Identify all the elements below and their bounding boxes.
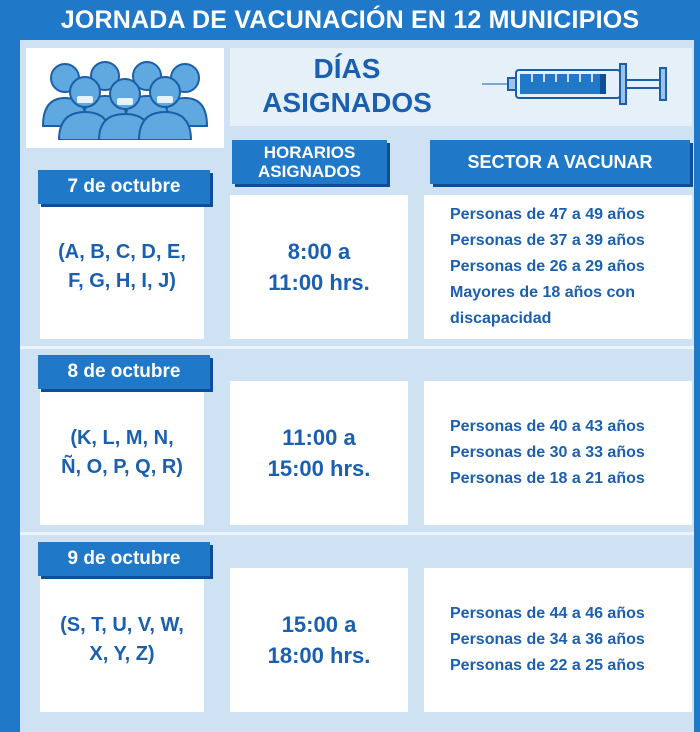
sector-line: discapacidad — [450, 310, 552, 327]
hours-line: 15:00 a — [281, 612, 357, 637]
sector-line: Personas de 47 a 49 años — [450, 206, 645, 223]
sector-line: Personas de 40 a 43 años — [450, 418, 645, 435]
syringe-icon — [480, 54, 680, 114]
header-horarios-line-2: ASIGNADOS — [258, 162, 361, 181]
letters-box-1 — [40, 195, 204, 339]
hours-line: 11:00 a — [282, 425, 356, 450]
hours-line: 11:00 hrs. — [268, 270, 370, 295]
letters-line: (S, T, U, V, W, — [60, 614, 184, 636]
hours-box-3 — [230, 568, 408, 712]
sector-line: Personas de 26 a 29 años — [450, 258, 645, 275]
hours-line: 18:00 hrs. — [267, 643, 371, 668]
header-sector: SECTOR A VACUNAR — [430, 140, 690, 184]
sector-line: Mayores de 18 años con — [450, 284, 635, 301]
letters-box-2 — [40, 381, 204, 525]
right-border — [694, 40, 700, 732]
sector-line: Personas de 30 a 33 años — [450, 444, 645, 461]
date-tab-3: 9 de octubre — [38, 542, 210, 576]
dias-asignados-label — [242, 52, 452, 120]
people-illustration — [26, 48, 224, 148]
letters-line: X, Y, Z) — [89, 643, 155, 665]
sector-box-2 — [424, 381, 692, 525]
dias-line-2: ASIGNADOS — [262, 87, 432, 118]
sector-line: Personas de 18 a 21 años — [450, 470, 645, 487]
dias-asignados-box — [230, 48, 692, 126]
header-horarios — [232, 140, 387, 184]
letters-line: (K, L, M, N, — [70, 427, 174, 449]
dias-line-1: DÍAS — [313, 53, 381, 84]
hours-box-2 — [230, 381, 408, 525]
letters-line: Ñ, O, P, Q, R) — [61, 456, 183, 478]
hours-box-1 — [230, 195, 408, 339]
left-border — [0, 40, 20, 732]
date-tab-1: 7 de octubre — [38, 170, 210, 204]
sector-line: Personas de 22 a 25 años — [450, 657, 645, 674]
page-title: JORNADA DE VACUNACIÓN EN 12 MUNICIPIOS — [60, 5, 640, 34]
sector-box-3 — [424, 568, 692, 712]
date-tab-2: 8 de octubre — [38, 355, 210, 389]
sector-box-1 — [424, 195, 692, 339]
people-group-icon — [35, 56, 215, 140]
letters-line: F, G, H, I, J) — [68, 270, 176, 292]
row-divider — [20, 532, 694, 535]
sector-line: Personas de 44 a 46 años — [450, 605, 645, 622]
hours-line: 15:00 hrs. — [267, 456, 371, 481]
letters-box-3 — [40, 568, 204, 712]
hours-line: 8:00 a — [287, 239, 351, 264]
sector-line: Personas de 37 a 39 años — [450, 232, 645, 249]
header-horarios-line-1: HORARIOS — [263, 143, 356, 162]
row-divider — [20, 346, 694, 349]
letters-line: (A, B, C, D, E, — [58, 241, 186, 263]
sector-line: Personas de 34 a 36 años — [450, 631, 645, 648]
title-bar — [0, 0, 700, 40]
